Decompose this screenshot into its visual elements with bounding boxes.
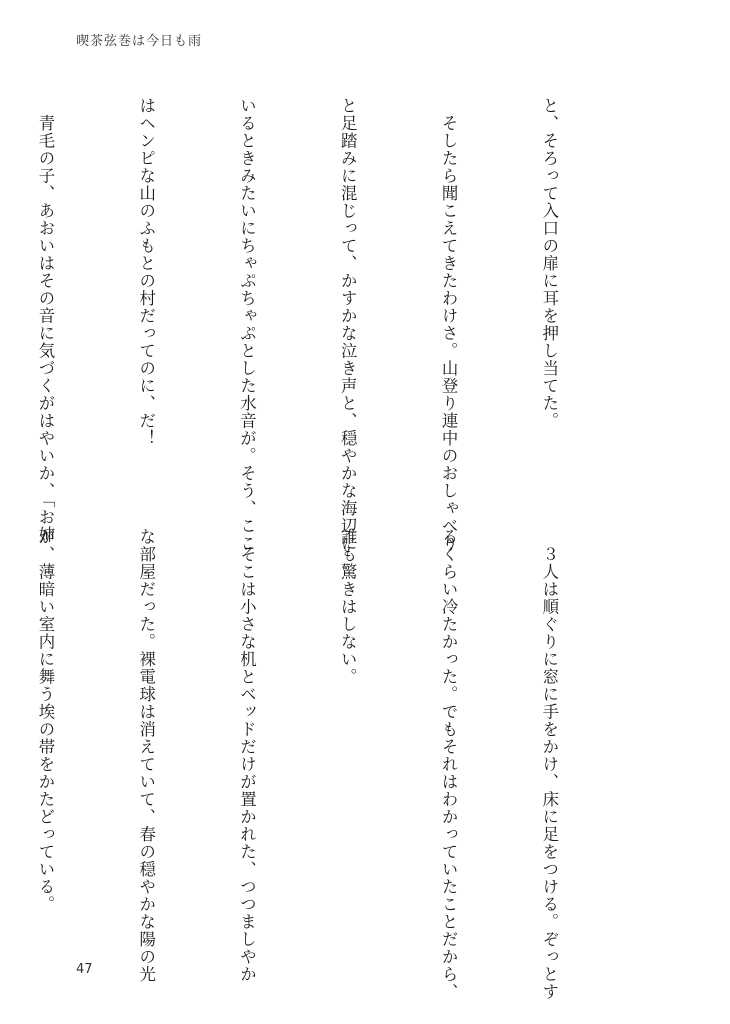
body-text-upper-column xyxy=(35,97,633,552)
text-line: と足踏みに混じって、かすかな泣き声と、穏やかな海辺に xyxy=(338,97,358,552)
text-line: そしたら聞こえてきたわけさ。山登り連中のおしゃべり xyxy=(439,97,459,552)
text-line: そこは小さな机とベッドだけが置かれた、つつましやか xyxy=(237,528,257,983)
text-line: な部屋だった。裸電球は消えていて、春の穏やかな陽の光 xyxy=(136,528,156,983)
text-line: ３人は順ぐりに窓に手をかけ、床に足をつける。ぞっとす xyxy=(539,528,559,1001)
running-header-title: 喫茶弦巻は今日も雨 xyxy=(76,34,203,49)
text-line: 青毛の子、あおいはその音に気づくがはやいか、「お姉 xyxy=(35,97,55,544)
text-line: いるときみたいにちゃぷちゃぷとした水音が。そう、ここ xyxy=(237,97,257,552)
text-line: はヘンピな山のふもとの村だってのに、だ！ xyxy=(136,97,156,447)
text-line: が、薄暗い室内に舞う埃の帯をかたどっている。 xyxy=(35,528,55,913)
page-number: 47 xyxy=(76,962,93,977)
text-line: るくらい冷たかった。でもそれはわかっていたことだから、 xyxy=(439,528,459,1001)
text-line: 誰も驚きはしない。 xyxy=(338,528,358,686)
text-line: と、そろって入口の扉に耳を押し当てた。 xyxy=(539,97,559,430)
